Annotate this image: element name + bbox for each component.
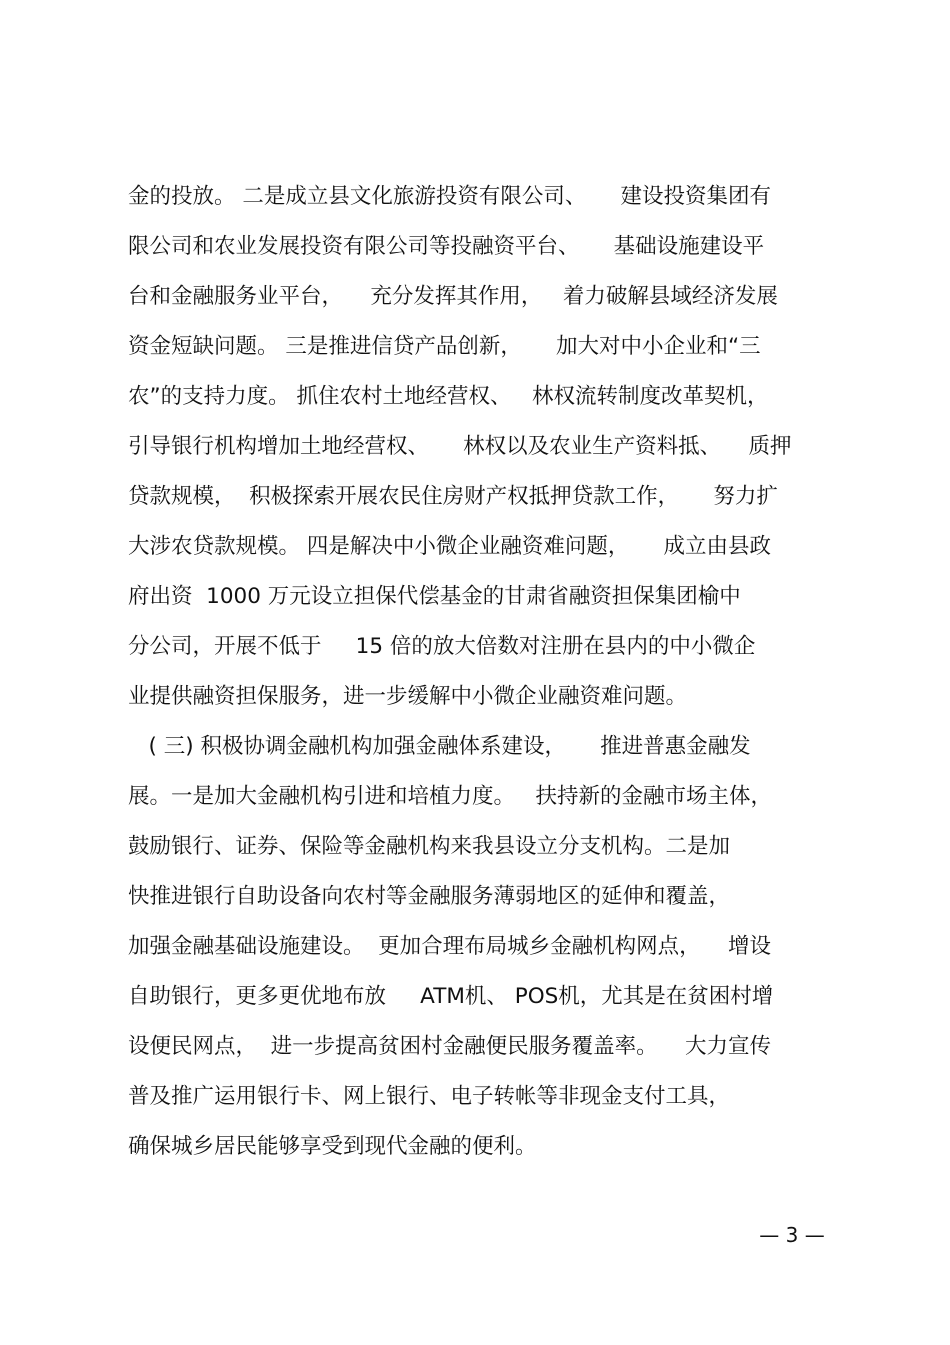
- text-line: 确保城乡居民能够享受到现代金融的便利。: [128, 1134, 537, 1159]
- text-line: 自助银行，更多更优地布放 ATM机、 POS机，尤其是在贫困村增: [128, 984, 774, 1009]
- text-line: 农”的支持力度。 抓住农村土地经营权、 林权流转制度改革契机，: [128, 384, 769, 409]
- text-line: 贷款规模， 积极探索开展农民住房财产权抵押贷款工作， 努力扩: [128, 484, 778, 509]
- text-line: 鼓励银行、证券、保险等金融机构来我县设立分支机构。二是加: [128, 834, 731, 859]
- text-line: 金的投放。 二是成立县文化旅游投资有限公司、 建设投资集团有: [128, 184, 772, 209]
- body-text: [128, 172, 848, 1172]
- text-line: 设便民网点， 进一步提高贫困村金融便民服务覆盖率。 大力宣传: [128, 1034, 772, 1059]
- text-line: 台和金融服务业平台， 充分发挥其作用， 着力破解县域经济发展: [128, 284, 778, 309]
- text-line: 分公司，开展不低于 15 倍的放大倍数对注册在县内的中小微企: [128, 634, 756, 659]
- text-line: 引导银行机构增加土地经营权、 林权以及农业生产资料抵、 质押: [128, 434, 792, 459]
- page-number: — 3 —: [759, 1223, 825, 1247]
- section-heading-line: ( 三) 积极协调金融机构加强金融体系建设， 推进普惠金融发: [128, 734, 751, 759]
- text-line: 快推进银行自助设备向农村等金融服务薄弱地区的延伸和覆盖，: [128, 884, 731, 909]
- text-line: 府出资 1000 万元设立担保代偿基金的甘肃省融资担保集团榆中: [128, 584, 741, 609]
- text-line: 业提供融资担保服务，进一步缓解中小微企业融资难问题。: [128, 684, 688, 709]
- text-line: 大涉农贷款规模。 四是解决中小微企业融资难问题， 成立由县政: [128, 534, 772, 559]
- text-line: 展。一是加大金融机构引进和培植力度。 扶持新的金融市场主体，: [128, 784, 773, 809]
- text-line: 资金短缺问题。 三是推进信贷产品创新， 加大对中小企业和“三: [128, 334, 761, 359]
- text-line: 普及推广运用银行卡、网上银行、电子转帐等非现金支付工具，: [128, 1084, 731, 1109]
- text-line: 限公司和农业发展投资有限公司等投融资平台、 基础设施建设平: [128, 234, 765, 259]
- text-line: 加强金融基础设施建设。 更加合理布局城乡金融机构网点， 增设: [128, 934, 772, 959]
